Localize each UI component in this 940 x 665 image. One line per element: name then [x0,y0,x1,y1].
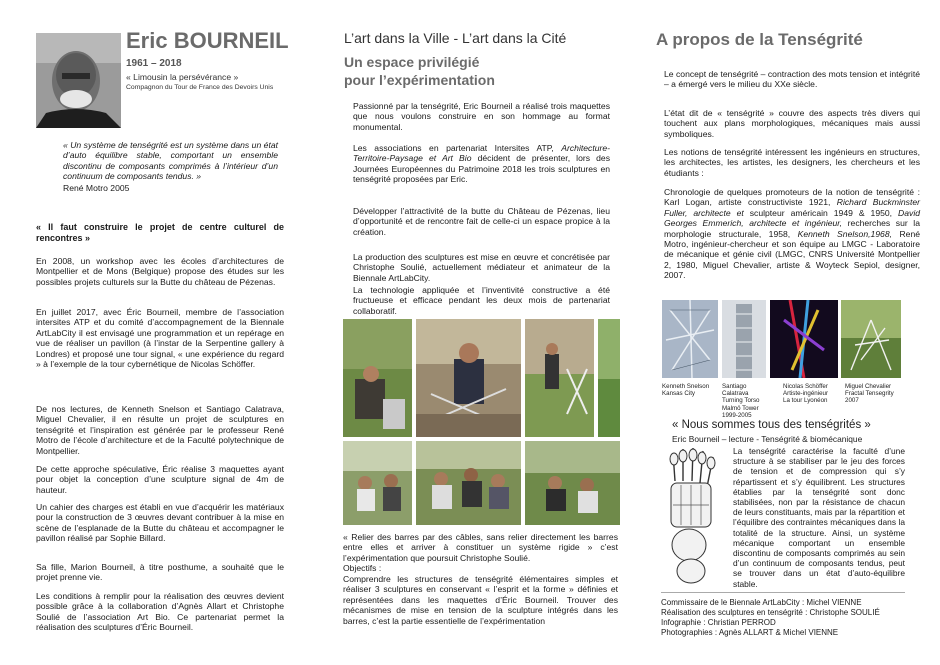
life-dates: 1961 – 2018 [126,58,182,69]
column-left [0,0,320,665]
paragraph: Un cahier des charges est établi en vue d’acquérir les matériaux pour la construction de 3 œuvres devant contribuer à la mise en scène de l’esplanade de la Butte du château et accompagner le pavillon réalisé par Sophie Billard. [36,502,284,544]
paragraph: Passionné par la tenségrité, Eric Bourneil a réalisé trois maquettes que nous voulons construire en son hommage au format monumental. [353,101,610,132]
foot-skeleton-illustration [661,445,731,587]
paragraph: L’état dit de « tenségrité » couvre des aspects très divers qui touchent aux plans morphologiques, mécaniques mais aussi symboliques. [664,108,920,139]
tensegrity-body: La tenségrité caractérise la faculté d’une structure à se stabiliser par le jeu des forces de tension et de compression qui s’y répartissent et s’y équilibrent. Les structures établies par la tenségrité sont donc stabilisées, non par la résistance de chacun de leurs constituants, mais par la répartition et l’équilibre des contraintes mécaniques dans la totalité de la structure. Ainsi, un système mécanique comportant un ensemble discontinu de composants comprimés au sein d’un continuum de composants tendus, peut se trouver dans un état d’auto-équilibre stable. [733,446,905,589]
paragraph: Les associations en partenariat Intersites ATP, Architecture-Territoire-Paysage et Art Bio décident de présenter, lors des Journées Européennes du Patrimoine 2018 les trois sculptures en tenségrité proposées par Eric. [353,143,610,185]
workshop-photo [598,319,620,437]
workshop-photo [416,319,521,437]
paragraph: Sa fille, Marion Bourneil, à titre posthume, a souhaité que le projet prenne vie. [36,562,284,583]
motro-quote: « Un système de tenségrité est un système dans un état d’auto équilibre stable, comportant un ensemble discontinu de composants comprimés à l’intérieur d’un continuum de composants tendus. » [63,140,278,182]
guild: Compagnon du Tour de France des Devoirs Unis [126,84,274,91]
column-middle [320,0,625,665]
paragraph: La production des sculptures est mise en œuvre et concrétisée par Christophe Soulié, actuellement médiateur et animateur de la Biennale ArtLabCity. [353,252,610,283]
section-title: « Il faut construire le projet de centre culturel de rencontres » [36,222,284,243]
paragraph: Les conditions à remplir pour la réalisation des œuvres devient possible grâce à la collaboration d’Agnès Allart et Christophe Soulié de l’association Art Bio. Ce partenariat permet la réalisation des sculptures d’Éric Bourneil. [36,591,284,633]
credits [661,598,921,638]
paragraph: Les notions de tenségrité intéressent les ingénieurs en structures, les architectes, les artistes, les designers, les chercheurs et les étudiants : [664,147,920,178]
quote-title: « Nous sommes tous des tenségrités » [672,419,871,431]
column-right [625,0,940,665]
workshop-photo [525,441,620,525]
workshop-photo [416,441,521,525]
objectifs-label: Objectifs : [343,563,382,573]
caption-schoffer: Nicolas Schöffer Artiste-ingénieur La tour Lyonéon [783,383,829,405]
caption-snelson: Kenneth Snelson Kansas City [662,383,710,398]
credit-line: Infographie : Christian PERROD [661,618,776,627]
credit-line: Commissaire de le Biennale ArtLabCity : Michel VIENNE [661,598,862,607]
paragraph: De nos lectures, de Kenneth Snelson et Santiago Calatrava, Miguel Chevalier, il en résulte un projet de sculptures en tenségrité et l’inspiration est générée par le professeur René Motro de l’école d’architecture et de la Faculté polytechnique de Montpellier. [36,404,284,456]
right-title: A propos de la Tenségrité [656,30,863,49]
fractal-tensegrity-photo [841,300,901,378]
workshop-photo [525,319,594,437]
workshop-photo [343,319,412,437]
person-name: Eric BOURNEIL [126,28,289,53]
paragraph: Chronologie de quelques promoteurs de la notion de tenségrité : Karl Logan, artiste constructiviste 1921, Richard Buckminster Fuller, architecte et sculpteur américain 1949 & 1950, David Georges Emmerich, architecte et ingénieur, recherches sur la morphologie structurale, 1958, Kenneth Snelson,1968, René Motro, ingénieur-chercheur et son équipe au LMGC - Laboratoire de mécanique et génie civil (LMGC, CNRS Université Montpellier 2, 1980, Miguel Chevalier, artiste & Woyteck Sepiol, designer, 2007. [664,187,921,281]
paragraph: Le concept de tenségrité – contraction des mots tension et intégrité – a émergé vers le milieu du XXe siècle. [664,69,920,90]
portrait-photo [36,33,121,128]
turning-torso-photo [722,300,766,378]
credit-line: Réalisation des sculptures en tenségrité : Christophe SOULIÉ [661,608,880,617]
paragraph: Développer l’attractivité de la butte du Château de Pézenas, lieu d’opportunité et de rencontre fait de celle-ci un espace propice à la création. [353,206,610,237]
middle-subtitle-1: Un espace privilégié [344,54,480,70]
middle-subtitle-2: pour l’expérimentation [344,72,495,88]
snelson-sculpture-photo [662,300,718,378]
paragraph: En juillet 2017, avec Éric Bourneil, membre de l’association intersites ATP et du comité d’accompagnement de la Biennale ArtLabCity il est envisagé une programmation et un repérage en vue de réaliser un pavillon (à l’instar de la Serpentine gallery à Londres) et proposé une tour signal, « une expérience du regard » à l’exemple de la tour cybernétique de Nicolas Schöffer. [36,307,284,370]
bottom-quote: « Relier des barres par des câbles, sans relier directement les barres entre elles et arriver à constituer un système rigide » c’est l’expérimentation que poursuit Christophe Soulié. [343,532,618,563]
paragraph: La technologie appliquée et l’inventivité constructive a été fructueuse et efficace pendant les deux mois de partenariat collaboratif. [353,285,610,316]
caption-chevalier: Miguel Chevalier Fractal Tensegrity 2007 [845,383,894,405]
paragraph: De cette approche spéculative, Éric réalise 3 maquettes ayant pour objet la conception d’une sculpture signal de 4m de hauteur. [36,464,284,495]
credit-line: Photographies : Agnès ALLART & Michel VIENNE [661,628,839,637]
lyoneon-tower-photo [770,300,838,378]
caption-calatrava: Santiago Calatrava Turning Torso Malmö Tower 1999-2005 [722,383,760,419]
motto: « Limousin la persévérance » [126,72,239,82]
workshop-photo [343,441,412,525]
quote-subtitle: Eric Bourneil – lecture - Tenségrité & biomécanique [672,434,863,444]
credits-divider [661,592,905,593]
quote-author: René Motro 2005 [63,183,130,193]
objectifs-text: Comprendre les structures de tenségrité élémentaires simples et réaliser 3 sculptures en conservant « l’esprit et la forme » définies et représentées dans les maquettes d’Éric Bourneil. Trouver des mécanismes de mise en tension de la sculpture intégrés dans les barres, c’est la partie essentielle de l’expérimentation [343,574,618,626]
paragraph: En 2008, un workshop avec les écoles d’architectures de Montpellier et de Mons (Belgique) propose des études sur les possibles projets culturels sur la Butte du château de Pézenas. [36,256,284,287]
middle-title: L’art dans la Ville - L’art dans la Cité [344,30,567,46]
